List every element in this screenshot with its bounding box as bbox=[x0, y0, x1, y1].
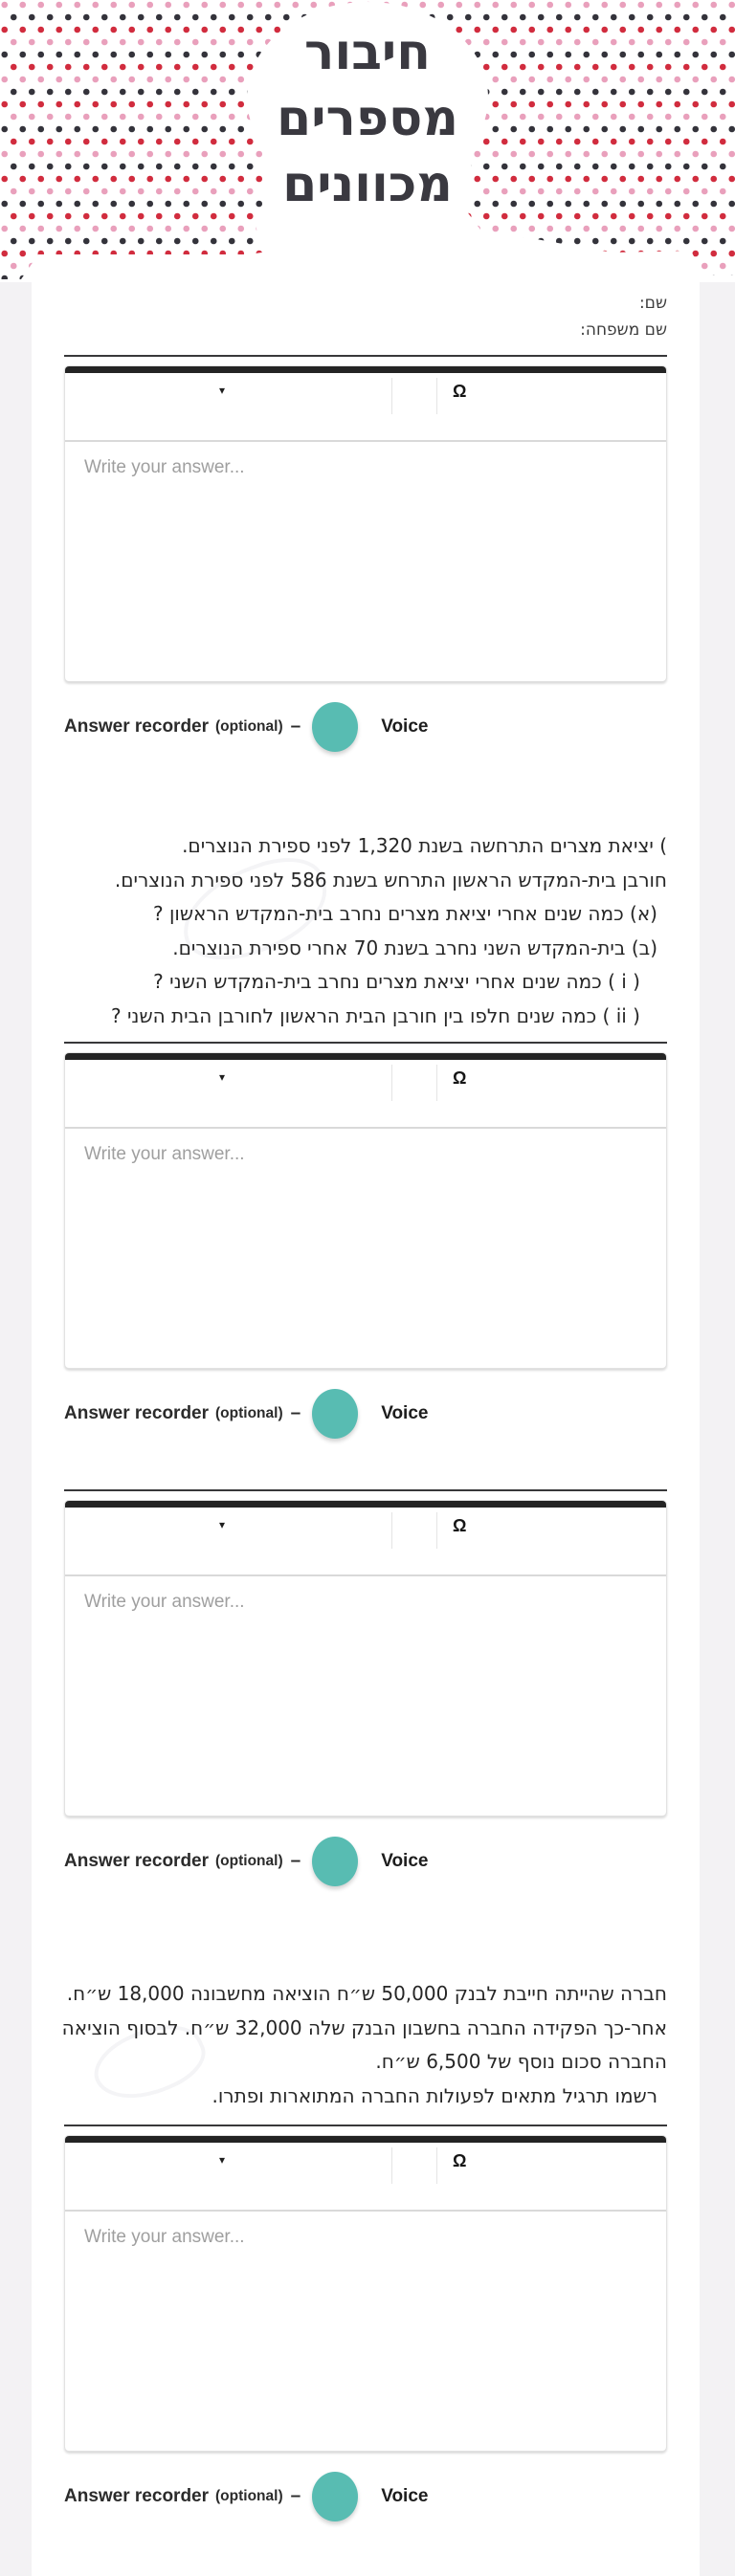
answer-placeholder: Write your answer... bbox=[84, 1144, 245, 1164]
first-name-label: שם: bbox=[638, 294, 667, 313]
question-line: רשמו תרגיל מתאים לפעולות החברה המתוארות ופתרו. bbox=[212, 2083, 657, 2107]
title-line-1: חיבור bbox=[304, 23, 431, 81]
toolbar-separator bbox=[391, 1065, 392, 1101]
family-name-label: שם משפחה: bbox=[580, 320, 667, 340]
answer-widget-1 bbox=[64, 365, 667, 682]
toolbar-separator bbox=[436, 1512, 437, 1549]
worksheet-cover bbox=[0, 0, 735, 282]
voice-record-button[interactable] bbox=[312, 2472, 358, 2521]
voice-record-button[interactable] bbox=[312, 1389, 358, 1439]
answer-widget-3 bbox=[64, 1500, 667, 1816]
voice-record-button[interactable] bbox=[312, 702, 358, 752]
answer-input-2[interactable] bbox=[65, 1129, 666, 1368]
section-divider bbox=[64, 1489, 667, 1491]
special-characters-omega-icon[interactable]: Ω bbox=[447, 1515, 472, 1537]
question-line: ) יציאת מצרים התרחשה בשנת 1,320 לפני ספירת הנוצרים. bbox=[182, 834, 667, 857]
question-line: ( i ) כמה שנים אחרי יציאת מצרים נחרב בית-המקדש השני ? bbox=[153, 970, 640, 993]
voice-label: Voice bbox=[381, 2486, 429, 2506]
format-dropdown-caret-icon[interactable]: ▾ bbox=[207, 383, 237, 398]
recorder-label: Answer recorder bbox=[64, 1403, 210, 1423]
answer-recorder-2 bbox=[64, 1386, 667, 1442]
toolbar-separator bbox=[391, 378, 392, 414]
section-divider bbox=[64, 1042, 667, 1044]
answer-placeholder: Write your answer... bbox=[84, 457, 245, 477]
answer-placeholder: Write your answer... bbox=[84, 1592, 245, 1612]
format-dropdown-caret-icon[interactable]: ▾ bbox=[207, 1517, 237, 1532]
answer-input-3[interactable] bbox=[65, 1576, 666, 1816]
question-line: חורבן בית-המקדש הראשון התרחש בשנת 586 לפני ספירת הנוצרים. bbox=[114, 868, 667, 892]
answer-placeholder: Write your answer... bbox=[84, 2227, 245, 2247]
answer-widget-2 bbox=[64, 1052, 667, 1369]
title-line-3: מכוונים bbox=[282, 155, 453, 213]
recorder-dash: – bbox=[290, 1403, 301, 1423]
voice-record-button[interactable] bbox=[312, 1837, 358, 1886]
question-line: (א) כמה שנים אחרי יציאת מצרים נחרב בית-המקדש הראשון ? bbox=[152, 902, 657, 925]
question-line: ( ii ) כמה שנים חלפו בין חורבן הבית הראשון לחורבן הבית השני ? bbox=[110, 1003, 640, 1027]
recorder-optional-label: (optional) bbox=[215, 718, 283, 735]
recorder-dash: – bbox=[290, 2486, 301, 2506]
special-characters-omega-icon[interactable]: Ω bbox=[447, 1068, 472, 1090]
worksheet-title bbox=[0, 19, 735, 217]
answer-recorder-1 bbox=[64, 699, 667, 755]
recorder-optional-label: (optional) bbox=[215, 1405, 283, 1421]
recorder-label: Answer recorder bbox=[64, 1851, 210, 1871]
recorder-optional-label: (optional) bbox=[215, 2488, 283, 2504]
question-line: אחר-כך הפקידה החברה בחשבון הבנק שלה 32,000 ש״ח. לבסוף הוציאה bbox=[61, 2015, 667, 2039]
special-characters-omega-icon[interactable]: Ω bbox=[447, 381, 472, 403]
toolbar-separator bbox=[391, 2147, 392, 2184]
name-fields bbox=[64, 288, 667, 343]
editor-top-bar bbox=[65, 2136, 666, 2143]
recorder-dash: – bbox=[290, 1851, 301, 1871]
toolbar-separator bbox=[436, 378, 437, 414]
format-dropdown-caret-icon[interactable]: ▾ bbox=[207, 2152, 237, 2168]
answer-input-4[interactable] bbox=[65, 2212, 666, 2451]
section-divider bbox=[64, 2125, 667, 2126]
title-line-2: מספרים bbox=[277, 89, 458, 147]
answer-recorder-3 bbox=[64, 1834, 667, 1889]
question-line: (ב) בית-המקדש השני נחרב בשנת 70 אחרי ספירת הנוצרים. bbox=[172, 936, 657, 959]
editor-top-bar bbox=[65, 1501, 666, 1508]
recorder-optional-label: (optional) bbox=[215, 1853, 283, 1869]
editor-toolbar bbox=[65, 1060, 666, 1129]
toolbar-separator bbox=[436, 2147, 437, 2184]
worksheet-card bbox=[32, 282, 700, 2576]
recorder-dash: – bbox=[290, 716, 301, 737]
editor-toolbar bbox=[65, 373, 666, 442]
format-dropdown-caret-icon[interactable]: ▾ bbox=[207, 1069, 237, 1085]
question-text-2 bbox=[61, 1977, 667, 2113]
question-text-1 bbox=[64, 829, 667, 1033]
voice-label: Voice bbox=[381, 1851, 429, 1871]
voice-label: Voice bbox=[381, 716, 429, 737]
question-line: החברה סכום נוסף של 6,500 ש״ח. bbox=[375, 2050, 667, 2073]
special-characters-omega-icon[interactable]: Ω bbox=[447, 2150, 472, 2172]
answer-input-1[interactable] bbox=[65, 442, 666, 681]
recorder-label: Answer recorder bbox=[64, 716, 210, 737]
answer-widget-4 bbox=[64, 2135, 667, 2452]
toolbar-separator bbox=[436, 1065, 437, 1101]
recorder-label: Answer recorder bbox=[64, 2486, 210, 2506]
answer-recorder-4 bbox=[64, 2469, 667, 2524]
editor-top-bar bbox=[65, 366, 666, 373]
editor-top-bar bbox=[65, 1053, 666, 1060]
section-divider bbox=[64, 355, 667, 357]
question-line: חברה שהייתה חייבת לבנק 50,000 ש״ח הוציאה מחשבונה 18,000 ש״ח. bbox=[66, 1982, 667, 2005]
toolbar-separator bbox=[391, 1512, 392, 1549]
editor-toolbar bbox=[65, 1508, 666, 1576]
voice-label: Voice bbox=[381, 1403, 429, 1423]
editor-toolbar bbox=[65, 2143, 666, 2212]
